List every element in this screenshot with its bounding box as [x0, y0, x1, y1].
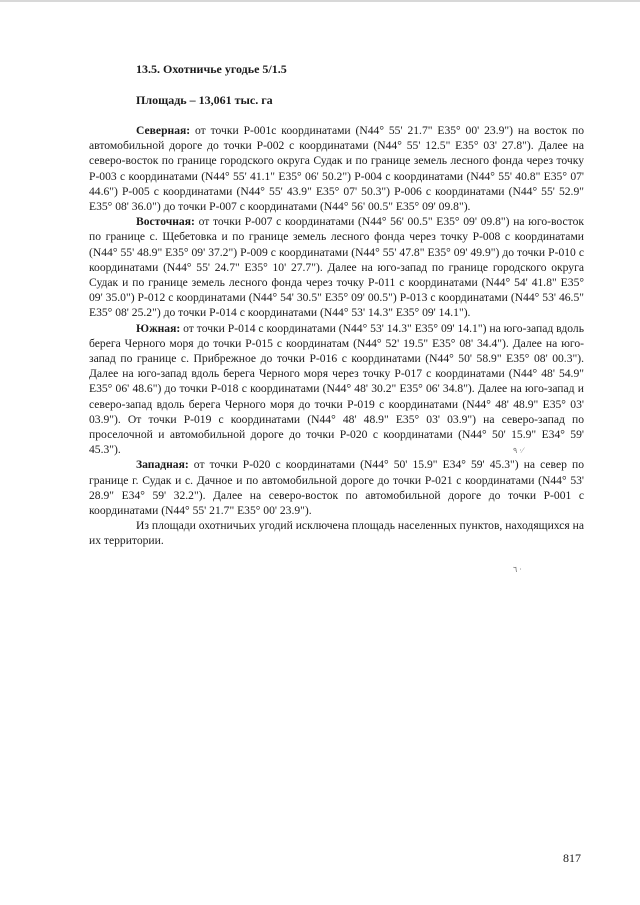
scan-speck: ٩ ·⁄ [513, 446, 524, 455]
boundary-text: от точки Р-020 с координатами (N44° 50' 15.9" E34° 59' 45.3") на север по границе г. Судак и с. Дачное и по автомобильной дороге до точки Р-021 с координатами (N44° 53' 28.9" E34° 59' 32.2"). Далее на северо-восток по автомобильной дороге до точки Р-001 с координатами (N44° 55' 21.7" E35° 00' 23.9"). [89, 458, 584, 518]
boundary-heading: Северная: [136, 124, 191, 137]
scan-speck: ٦ · [513, 565, 522, 574]
page-top-edge [0, 0, 640, 2]
document-body [89, 62, 584, 549]
boundary-text: от точки Р-001с координатами (N44° 55' 21.7" E35° 00' 23.9") на восток по автомобильной дороге до точки Р-002 с координатами (N44° 55' 12.5" E35° 03' 27.8"). Далее на северо-восток по границе городского округа Судак и по границе земель лесного фонда через точку Р-003 с координатами (N44° 55' 41.1" E35° 06' 50.2") Р-004 с координатами (N44° 55' 40.8" E35° 07' 44.6") Р-005 с координатами (N44° 55' 43.9" E35° 07' 50.3") Р-006 с координатами (N44° 55' 52.9" E35° 08' 36.0") до точки Р-007 с координатами (N44° 56' 00.5" E35° 09' 09.8"). [89, 124, 584, 214]
boundary-south [89, 321, 584, 458]
boundary-west [89, 457, 584, 518]
boundary-east [89, 214, 584, 320]
boundary-heading: Восточная: [136, 215, 195, 229]
boundary-text: от точки Р-014 с координатами (N44° 53' 14.3" E35° 09' 14.1") на юго-запад вдоль берега Черного моря до точки Р-015 с координатам (N44° 52' 19.5" E35° 08' 34.4"). Далее на юго-запад по границе с. Прибрежное до точки Р-016 с координатами (N44° 50' 58.9" E35° 08' 00.3"). Далее на юго-запад вдоль берега Черного моря через точку Р-017 с координатами (N44° 48' 54.9" E35° 06' 48.6") до точки Р-018 с координатами (N44° 48' 30.2" E35° 06' 34.8"). Далее на юго-запад и северо-запад вдоль берега Черного моря до точки Р-019 с координатами (N44° 48' 48.9" E35° 03' 03.9"). От точки Р-019 с координатами (N44° 48' 48.9" E35° 03' 03.9") на северо-запад по проселочной и автомобильной дороге до точки Р-020 с координатами (N44° 50' 15.9" E34° 59' 45.3"). [89, 321, 584, 457]
boundary-heading: Южная: [136, 321, 181, 335]
area-line: Площадь – 13,061 тыс. га [136, 93, 273, 107]
boundary-heading: Западная: [136, 458, 189, 472]
exclusion-note: Из площади охотничьих угодий исключена площадь населенных пунктов, находящихся на их территории. [89, 519, 584, 548]
boundary-north [89, 123, 584, 214]
section-title: 13.5. Охотничье угодье 5/1.5 [136, 62, 287, 76]
boundary-text: от точки Р-007 с координатами (N44° 56' 00.5" E35° 09' 09.8") на юго-восток по границе с. Щебетовка и по границе земель лесного фонда через точку Р-008 с координатами (N44° 55' 48.9" E35° 09' 37.2") Р-009 с координатами (N44° 55' 47.8" E35° 09' 49.9") до точки Р-010 с координатами (N44° 55' 24.7" E35° 10' 27.7"). Далее на юго-запад по границе городского округа Судак и по границе земель лесного фонда через точку Р-011 с координатами (N44° 54' 41.8" E35° 09' 35.0") Р-012 с координатами (N44° 54' 30.5" E35° 09' 00.5") Р-013 с координатами (N44° 53' 46.5" E35° 08' 25.2") до точки Р-014 с координатами (N44° 53' 14.3" E35° 09' 14.1"). [89, 215, 584, 320]
page-number: 817 [563, 851, 581, 865]
